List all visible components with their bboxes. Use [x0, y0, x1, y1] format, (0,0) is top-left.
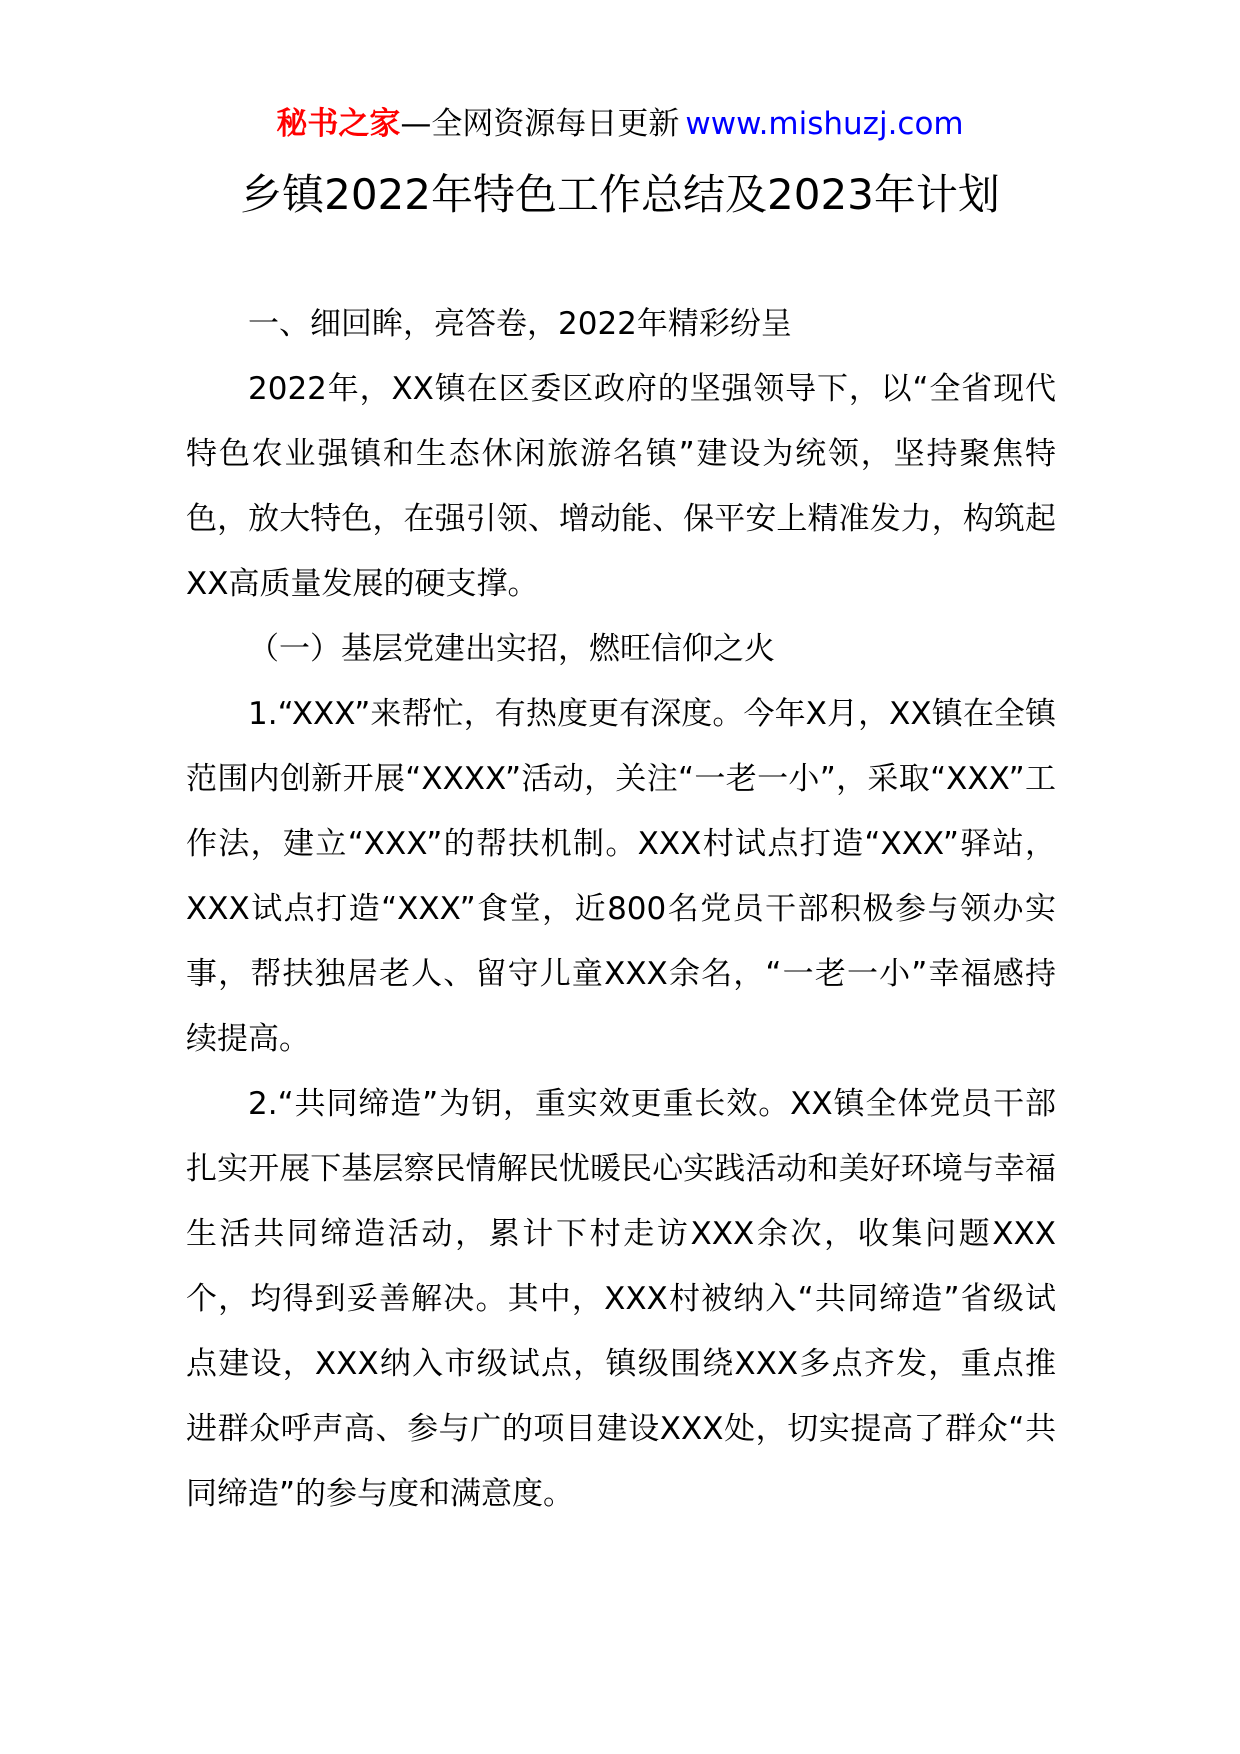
- paragraph-item-2: 2.“共同缔造”为钥，重实效更重长效。XX镇全体党员干部扎实开展下基层察民情解民忧暖民心实践活动和美好环境与幸福生活共同缔造活动，累计下村走访XXX余次，收集问题XXX个，均得到妥善解决。其中，XXX村被纳入“共同缔造”省级试点建设，XXX纳入市级试点，镇级围绕XXX多点齐发，重点推进群众呼声高、参与广的项目建设XXX处，切实提高了群众“共同缔造”的参与度和满意度。: [186, 1086, 1056, 1512]
- watermark-header: [0, 98, 1240, 150]
- paragraph-item-1: 1.“XXX”来帮忙，有热度更有深度。今年X月，XX镇在全镇范围内创新开展“XXXX”活动，关注“一老一小”，采取“XXX”工作法，建立“XXX”的帮扶机制。XXX村试点打造“XXX”驿站，XXX试点打造“XXX”食堂，近800名党员干部积极参与领办实事，帮扶独居老人、留守儿童XXX余名，“一老一小”幸福感持续提高。: [186, 696, 1056, 1057]
- header-tagline: —全网资源每日更新: [400, 106, 680, 142]
- section-heading: 一、细回眸，亮答卷，2022年精彩纷呈: [248, 306, 792, 342]
- document-title: 乡镇2022年特色工作总结及2023年计划: [240, 170, 1000, 219]
- brand-name: 秘书之家: [276, 106, 401, 142]
- document-body: [186, 292, 1056, 1527]
- intro-paragraph: 2022年，XX镇在区委区政府的坚强领导下，以“全省现代特色农业强镇和生态休闲旅游名镇”建设为统领，坚持聚焦特色，放大特色，在强引领、增动能、保平安上精准发力，构筑起XX高质量发展的硬支撑。: [186, 371, 1056, 602]
- website-link[interactable]: www.mishuzj.com: [685, 106, 964, 142]
- subsection-heading: （一）基层党建出实招，燃旺信仰之火: [248, 631, 775, 667]
